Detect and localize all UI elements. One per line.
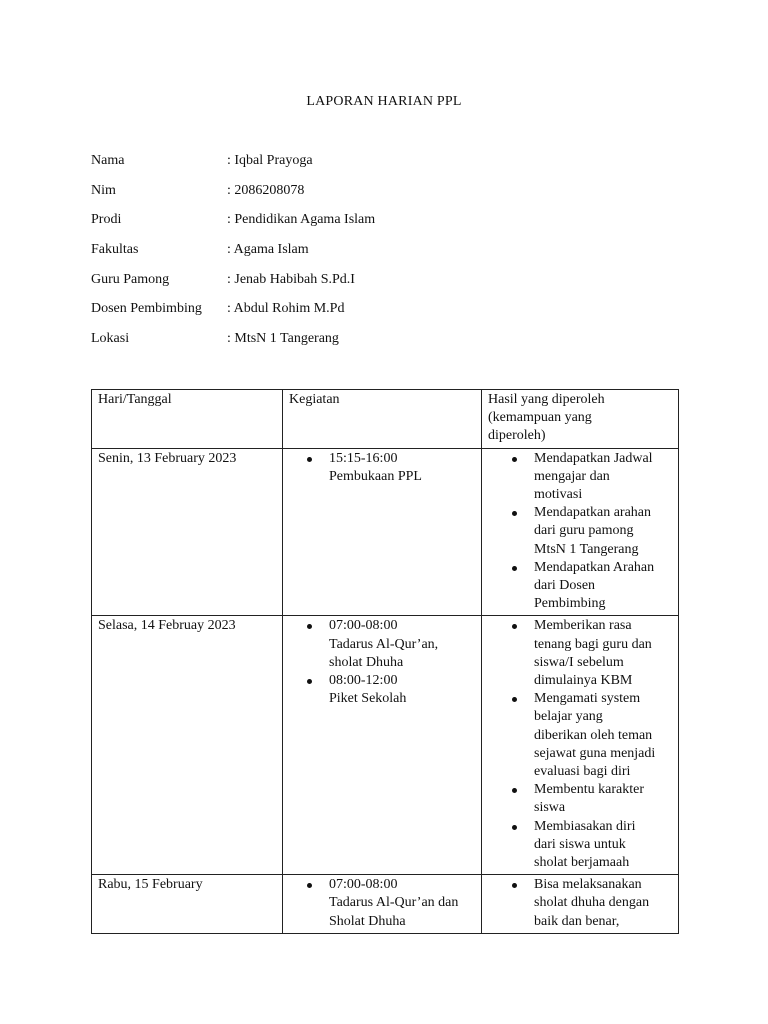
hasil-text-line: dari Dosen	[534, 578, 596, 594]
bullet-icon	[512, 457, 517, 462]
hasil-text-line: Memberikan rasa	[534, 618, 632, 634]
hasil-text-line: baik dan benar,	[534, 913, 620, 929]
bullet-icon	[512, 511, 517, 516]
document-title: LAPORAN HARIAN PPL	[306, 94, 462, 109]
info-label: Lokasi	[91, 331, 130, 347]
bullet-icon	[512, 697, 517, 702]
bullet-icon	[307, 679, 312, 684]
bullet-icon	[307, 457, 312, 462]
hasil-item	[488, 617, 672, 690]
hasil-item	[488, 876, 672, 931]
info-value: : Iqbal Prayoga	[227, 153, 313, 168]
hasil-item	[488, 450, 672, 505]
cell-date: Senin, 13 February 2023	[92, 448, 283, 616]
info-label: Nim	[91, 182, 116, 198]
info-value: : Jenab Habibah S.Pd.I	[227, 271, 355, 287]
kegiatan-description: Tadarus Al-Qur’an dan	[329, 895, 459, 911]
info-value: : Abdul Rohim M.Pd	[227, 301, 345, 317]
cell-date: Rabu, 15 February	[92, 875, 283, 934]
hasil-text-line: dimulainya KBM	[534, 673, 633, 689]
kegiatan-description: Pembukaan PPL	[329, 468, 422, 484]
hasil-list	[488, 876, 672, 931]
kegiatan-time: 08:00-12:00	[329, 673, 398, 689]
hasil-text-line: sholat berjamaah	[534, 855, 630, 871]
bullet-icon	[307, 883, 312, 888]
hasil-text-line: evaluasi bagi diri	[534, 764, 631, 780]
hasil-text-line: Mendapatkan Arahan	[534, 559, 655, 575]
kegiatan-time: 07:00-08:00	[329, 618, 398, 634]
info-row-lokasi	[91, 330, 691, 360]
hasil-text-line: Mengamati system	[534, 691, 641, 707]
identity-info	[91, 152, 691, 360]
hasil-list	[488, 617, 672, 872]
header-hari-tanggal: Hari/Tanggal	[92, 390, 283, 449]
kegiatan-list	[289, 450, 475, 486]
kegiatan-item	[289, 876, 475, 931]
info-label: Fakultas	[91, 242, 139, 258]
header-kegiatan: Kegiatan	[283, 390, 482, 449]
header-hasil-line: Hasil yang diperoleh	[488, 392, 605, 407]
bullet-icon	[512, 825, 517, 830]
cell-kegiatan	[283, 875, 482, 934]
hasil-text-line: Bisa melaksanakan	[534, 877, 642, 893]
table-row	[92, 875, 679, 934]
kegiatan-time: 15:15-16:00	[329, 450, 398, 466]
cell-hasil	[482, 616, 679, 875]
table-row	[92, 448, 679, 616]
hasil-text-line: Mendapatkan arahan	[534, 505, 651, 521]
bullet-icon	[512, 883, 517, 888]
hasil-text-line: mengajar dan	[534, 468, 610, 484]
hasil-text-line: diberikan oleh teman	[534, 727, 653, 743]
info-row-prodi	[91, 211, 691, 241]
hasil-text-line: sejawat guna menjadi	[534, 745, 656, 761]
bullet-icon	[512, 624, 517, 629]
table-row	[92, 616, 679, 875]
kegiatan-description: Sholat Dhuha	[329, 913, 406, 929]
hasil-list	[488, 450, 672, 614]
info-row-nim	[91, 182, 691, 212]
info-label: Prodi	[91, 212, 122, 228]
hasil-item	[488, 781, 672, 817]
bullet-icon	[307, 624, 312, 629]
hasil-text-line: Mendapatkan Jadwal	[534, 450, 653, 466]
hasil-text-line: siswa/I sebelum	[534, 654, 624, 670]
info-label: Guru Pamong	[91, 271, 170, 287]
header-hasil	[482, 390, 679, 449]
hasil-text-line: siswa	[534, 800, 566, 816]
info-label: Dosen Pembimbing	[91, 301, 202, 317]
info-row-fakultas	[91, 241, 691, 271]
info-value: : Pendidikan Agama Islam	[227, 212, 376, 228]
cell-hasil	[482, 875, 679, 934]
kegiatan-item	[289, 450, 475, 486]
hasil-item	[488, 504, 672, 559]
cell-date: Selasa, 14 Februay 2023	[92, 616, 283, 875]
header-hasil-line: (kemampuan yang	[488, 410, 592, 426]
kegiatan-item	[289, 617, 475, 672]
daily-report-table	[91, 389, 679, 934]
hasil-text-line: tenang bagi guru dan	[534, 636, 652, 652]
hasil-text-line: dari guru pamong	[534, 523, 634, 539]
hasil-text-line: motivasi	[534, 487, 583, 503]
table-header-row	[92, 390, 679, 449]
hasil-text-line: MtsN 1 Tangerang	[534, 541, 639, 557]
kegiatan-list	[289, 617, 475, 708]
info-row-dosen-pembimbing	[91, 300, 691, 330]
info-label: Nama	[91, 153, 125, 168]
info-row-nama	[91, 152, 691, 182]
info-value: : Agama Islam	[227, 242, 309, 258]
hasil-text-line: Membiasakan diri	[534, 818, 636, 834]
info-value: : 2086208078	[227, 182, 305, 198]
kegiatan-description: Piket Sekolah	[329, 691, 407, 707]
kegiatan-description: Tadarus Al-Qur’an,	[329, 636, 439, 652]
cell-hasil	[482, 448, 679, 616]
cell-kegiatan	[283, 616, 482, 875]
kegiatan-list	[289, 876, 475, 931]
hasil-text-line: Membentu karakter	[534, 782, 645, 798]
hasil-item	[488, 818, 672, 873]
hasil-item	[488, 690, 672, 781]
kegiatan-description: sholat Dhuha	[329, 654, 404, 670]
header-hasil-line: diperoleh)	[488, 428, 546, 444]
kegiatan-time: 07:00-08:00	[329, 877, 398, 893]
hasil-text-line: Pembimbing	[534, 596, 606, 612]
cell-kegiatan	[283, 448, 482, 616]
hasil-text-line: sholat dhuha dengan	[534, 895, 650, 911]
bullet-icon	[512, 566, 517, 571]
info-row-guru-pamong	[91, 271, 691, 301]
kegiatan-item	[289, 672, 475, 708]
info-value: : MtsN 1 Tangerang	[227, 331, 339, 347]
hasil-text-line: belajar yang	[534, 709, 603, 725]
hasil-text-line: dari siswa untuk	[534, 836, 626, 852]
bullet-icon	[512, 788, 517, 793]
hasil-item	[488, 559, 672, 614]
